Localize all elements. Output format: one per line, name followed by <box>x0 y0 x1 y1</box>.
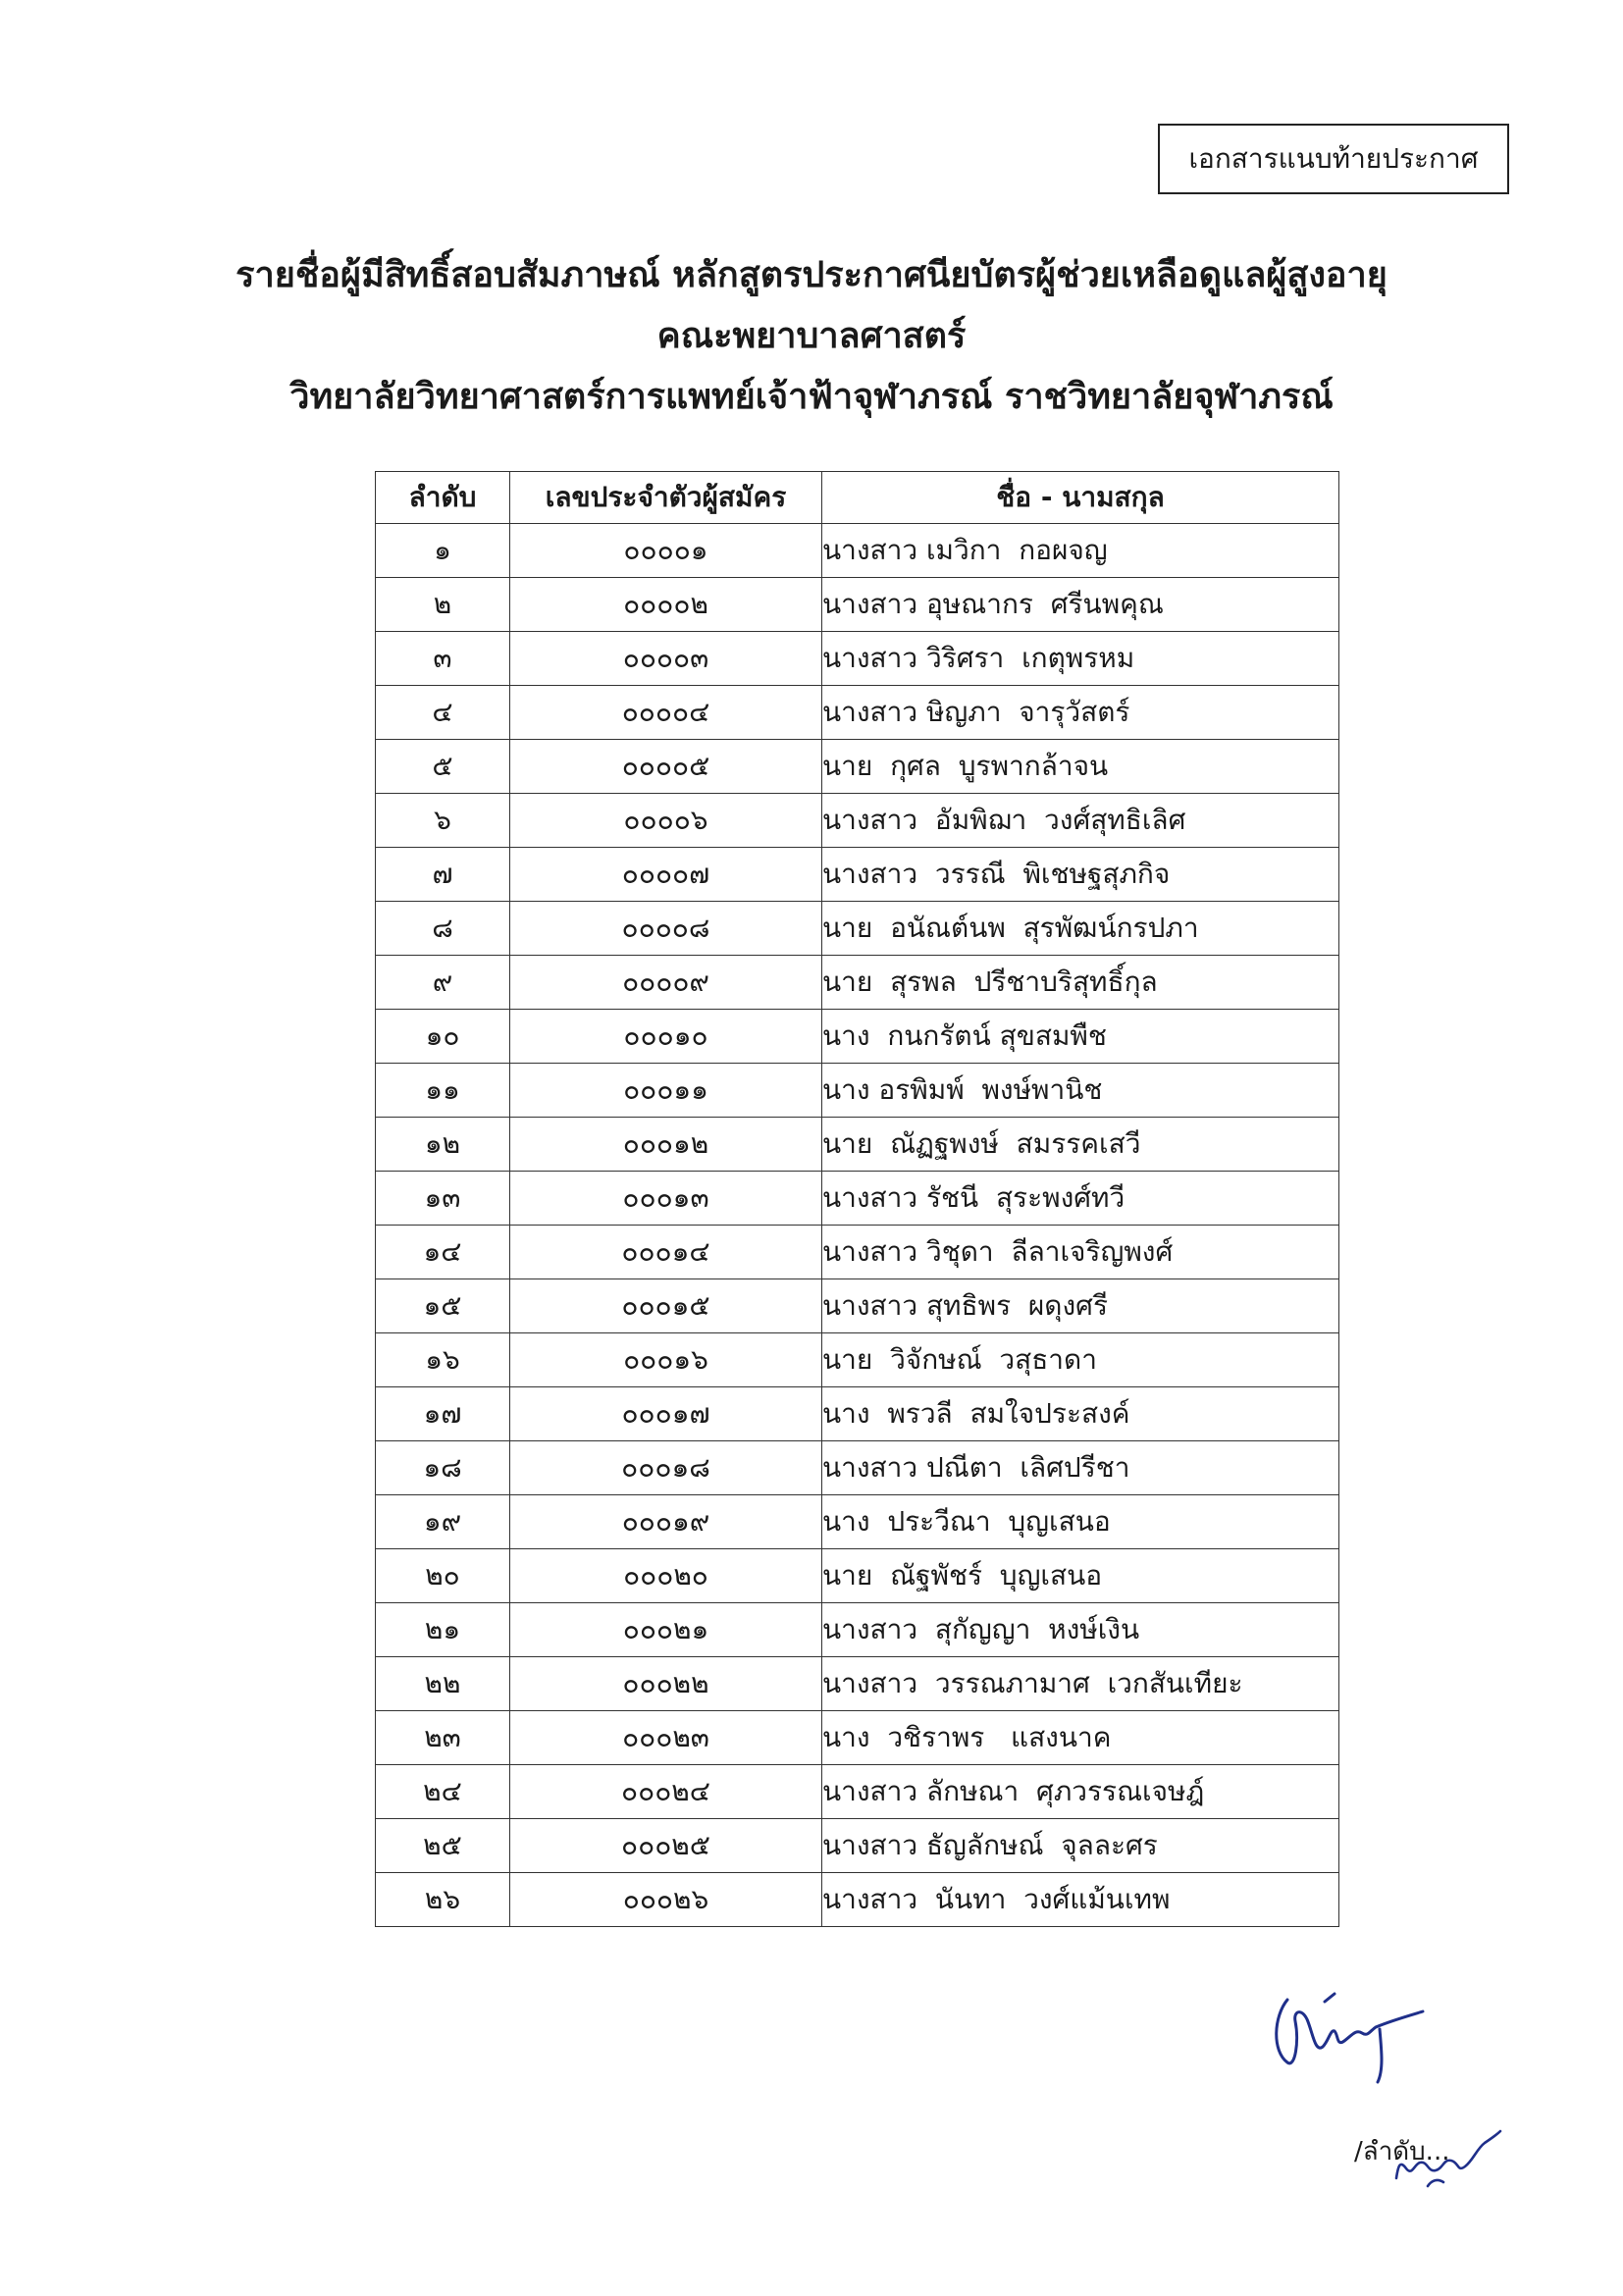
applicant-id: ๐๐๐๑๘ <box>510 1441 822 1495</box>
applicant-table <box>375 471 1339 1927</box>
row-number: ๑๘ <box>376 1441 510 1495</box>
row-number: ๒๑ <box>376 1603 510 1657</box>
header-applicant-id: เลขประจำตัวผู้สมัคร <box>510 472 822 524</box>
title-line-3: วิทยาลัยวิทยาศาสตร์การแพทย์เจ้าฟ้าจุฬาภรณ์ ราชวิทยาลัยจุฬาภรณ์ <box>289 377 1334 417</box>
applicant-name: นาง กนกรัตน์ สุขสมพืช <box>822 1010 1339 1064</box>
row-number: ๓ <box>376 632 510 686</box>
table-row <box>376 1387 1339 1441</box>
row-number: ๙ <box>376 956 510 1010</box>
applicant-id: ๐๐๐๐๒ <box>510 578 822 632</box>
table-row <box>376 1657 1339 1711</box>
applicant-id: ๐๐๐๒๐ <box>510 1549 822 1603</box>
row-number: ๖ <box>376 794 510 848</box>
next-page-indicator: /ลำดับ... <box>1354 2137 1450 2166</box>
applicant-name: นางสาว วรรณี พิเชษฐสุภกิจ <box>822 848 1339 902</box>
applicant-id: ๐๐๐๐๖ <box>510 794 822 848</box>
row-number: ๒ <box>376 578 510 632</box>
applicant-id: ๐๐๐๐๗ <box>510 848 822 902</box>
applicant-name: นาย อนัณต์นพ สุรพัฒน์กรปภา <box>822 902 1339 956</box>
title-line-1: รายชื่อผู้มีสิทธิ์สอบสัมภาษณ์ หลักสูตรประกาศนียบัตรผู้ช่วยเหลือดูแลผู้สูงอายุ <box>236 255 1387 295</box>
row-number: ๔ <box>376 686 510 740</box>
applicant-id: ๐๐๐๑๗ <box>510 1387 822 1441</box>
row-number: ๑๑ <box>376 1064 510 1118</box>
applicant-id: ๐๐๐๐๕ <box>510 740 822 794</box>
table-body <box>376 524 1339 1927</box>
row-number: ๘ <box>376 902 510 956</box>
applicant-name: นาย กุศล บูรพากล้าจน <box>822 740 1339 794</box>
table-row <box>376 578 1339 632</box>
row-number: ๑๙ <box>376 1495 510 1549</box>
applicant-id: ๐๐๐๒๕ <box>510 1819 822 1873</box>
applicant-id: ๐๐๐๐๙ <box>510 956 822 1010</box>
applicant-id: ๐๐๐๐๑ <box>510 524 822 578</box>
applicant-id: ๐๐๐๐๔ <box>510 686 822 740</box>
table-row <box>376 1441 1339 1495</box>
applicant-name: นางสาว อัมพิฌา วงศ์สุทธิเลิศ <box>822 794 1339 848</box>
applicant-name: นางสาว เมวิกา กอผจญ <box>822 524 1339 578</box>
row-number: ๑๓ <box>376 1172 510 1226</box>
applicant-id: ๐๐๐๐๘ <box>510 902 822 956</box>
table-row <box>376 1603 1339 1657</box>
row-number: ๑๒ <box>376 1118 510 1172</box>
applicant-id: ๐๐๐๑๐ <box>510 1010 822 1064</box>
applicant-name: นางสาว วรรณภามาศ เวกสันเทียะ <box>822 1657 1339 1711</box>
applicant-name: นางสาว วิชุดา ลีลาเจริญพงศ์ <box>822 1226 1339 1279</box>
applicant-name: นาย สุรพล ปรีชาบริสุทธิ์กุล <box>822 956 1339 1010</box>
applicant-id: ๐๐๐๒๔ <box>510 1765 822 1819</box>
applicant-id: ๐๐๐๑๕ <box>510 1279 822 1333</box>
applicant-id: ๐๐๐๒๒ <box>510 1657 822 1711</box>
row-number: ๒๐ <box>376 1549 510 1603</box>
table-row <box>376 1226 1339 1279</box>
applicant-name: นางสาว นันทา วงศ์แม้นเทพ <box>822 1873 1339 1927</box>
row-number: ๑๖ <box>376 1333 510 1387</box>
table-row <box>376 524 1339 578</box>
table-header-row <box>376 472 1339 524</box>
applicant-name: นางสาว ษิญภา จารุวัสตร์ <box>822 686 1339 740</box>
row-number: ๒๔ <box>376 1765 510 1819</box>
applicant-id: ๐๐๐๒๑ <box>510 1603 822 1657</box>
table-row <box>376 902 1339 956</box>
applicant-name: นาง ประวีณา บุญเสนอ <box>822 1495 1339 1549</box>
row-number: ๑๕ <box>376 1279 510 1333</box>
applicant-name: นางสาว วิริศรา เกตุพรหม <box>822 632 1339 686</box>
row-number: ๑๗ <box>376 1387 510 1441</box>
table-row <box>376 686 1339 740</box>
applicant-name: นาง พรวลี สมใจประสงค์ <box>822 1387 1339 1441</box>
table-row <box>376 1495 1339 1549</box>
table-row <box>376 848 1339 902</box>
table-row <box>376 632 1339 686</box>
table-row <box>376 1279 1339 1333</box>
applicant-id: ๐๐๐๐๓ <box>510 632 822 686</box>
applicant-name: นางสาว รัชนี สุระพงศ์ทวี <box>822 1172 1339 1226</box>
applicant-name: นาย วิจักษณ์ วสุธาดา <box>822 1333 1339 1387</box>
applicant-id: ๐๐๐๑๙ <box>510 1495 822 1549</box>
signature-image <box>1266 1972 1462 2090</box>
table-row <box>376 1873 1339 1927</box>
applicant-name: นางสาว สุทธิพร ผดุงศรี <box>822 1279 1339 1333</box>
table-row <box>376 1010 1339 1064</box>
applicant-name: นางสาว อุษณากร ศรีนพคุณ <box>822 578 1339 632</box>
applicant-name: นางสาว ปณีตา เลิศปรีชา <box>822 1441 1339 1495</box>
table-row <box>376 1333 1339 1387</box>
table-row <box>376 740 1339 794</box>
title-line-2: คณะพยาบาลศาสตร์ <box>656 316 967 356</box>
row-number: ๗ <box>376 848 510 902</box>
attachment-label: เอกสารแนบท้ายประกาศ <box>1188 142 1479 175</box>
attachment-label-box <box>1158 124 1509 194</box>
table-row <box>376 794 1339 848</box>
row-number: ๒๕ <box>376 1819 510 1873</box>
applicant-id: ๐๐๐๑๒ <box>510 1118 822 1172</box>
table-row <box>376 1549 1339 1603</box>
row-number: ๑๐ <box>376 1010 510 1064</box>
applicant-id: ๐๐๐๒๓ <box>510 1711 822 1765</box>
applicant-name: นาง วชิราพร แสงนาค <box>822 1711 1339 1765</box>
applicant-id: ๐๐๐๑๓ <box>510 1172 822 1226</box>
applicant-name: นาย ณัฐพัชร์ บุญเสนอ <box>822 1549 1339 1603</box>
row-number: ๒๖ <box>376 1873 510 1927</box>
row-number: ๒๓ <box>376 1711 510 1765</box>
table-row <box>376 1711 1339 1765</box>
header-no: ลำดับ <box>376 472 510 524</box>
applicant-id: ๐๐๐๑๔ <box>510 1226 822 1279</box>
applicant-name: นางสาว ลักษณา ศุภวรรณเจษฎ์ <box>822 1765 1339 1819</box>
document-title <box>0 245 1623 428</box>
row-number: ๑๔ <box>376 1226 510 1279</box>
table-row <box>376 1819 1339 1873</box>
applicant-id: ๐๐๐๑๖ <box>510 1333 822 1387</box>
table-row <box>376 1765 1339 1819</box>
applicant-name: นางสาว สุกัญญา หงษ์เงิน <box>822 1603 1339 1657</box>
row-number: ๕ <box>376 740 510 794</box>
table-row <box>376 956 1339 1010</box>
applicant-name: นาง อรพิมพ์ พงษ์พานิช <box>822 1064 1339 1118</box>
row-number: ๒๒ <box>376 1657 510 1711</box>
applicant-name: นางสาว ธัญลักษณ์ จุลละศร <box>822 1819 1339 1873</box>
row-number: ๑ <box>376 524 510 578</box>
header-name: ชื่อ - นามสกุล <box>822 472 1339 524</box>
applicant-id: ๐๐๐๒๖ <box>510 1873 822 1927</box>
applicant-id: ๐๐๐๑๑ <box>510 1064 822 1118</box>
table-row <box>376 1118 1339 1172</box>
applicant-name: นาย ณัฏฐพงษ์ สมรรคเสวี <box>822 1118 1339 1172</box>
table-row <box>376 1064 1339 1118</box>
table-row <box>376 1172 1339 1226</box>
initials-image <box>1388 2117 1506 2194</box>
